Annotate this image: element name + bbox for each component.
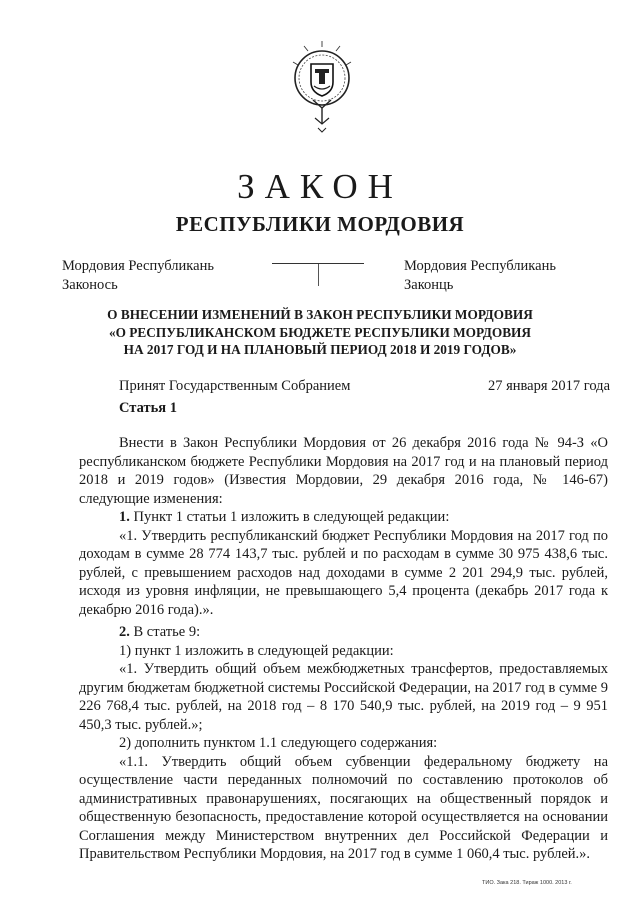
item-2-sub-2: 2) дополнить пунктом 1.1 следующего содержания: [119, 735, 438, 751]
item-2: 2. В статье 9: [119, 624, 201, 640]
law-subtitle: РЕСПУБЛИКИ МОРДОВИЯ [175, 212, 465, 236]
law-heading: О ВНЕСЕНИИ ИЗМЕНЕНИЙ В ЗАКОН РЕСПУБЛИКИ МОРДОВИЯ «О РЕСПУБЛИКАНСКОМ БЮДЖЕТЕ РЕСПУБЛИКИ МОРДОВИЯ НА 2017 ГОД И НА ПЛАНОВЫЙ ПЕРИОД 2018 И 2019 ГОДОВ» [107, 307, 533, 357]
item-2-quote-1: «1. Утвердить общий объем межбюджетных трансфертов, предоставляемых другим бюджетам бюджетной системы Российской Федерации, на 2017 год в сумме 9 226 768,4 тыс. рублей, на 2018 год – 8 170 540,9 тыс. рублей, на 2019 год – 9 951 450,3 тыс. рублей.»; [79, 661, 608, 733]
item-2-sub-1: 1) пункт 1 изложить в следующей редакции: [119, 642, 394, 659]
intro-paragraph: Внести в Закон Республики Мордовия от 26 декабря 2016 года № 94-З «О республиканском бюджете Республики Мордовия на 2017 год и на плановый период 2018 и 2019 годов» (Известия Мордовии, 29 декабря 2016 года, № 146-67) следующие изменения: [79, 435, 608, 507]
adoption-date: 27 января 2017 года [487, 378, 610, 394]
item-1: 1. Пункт 1 статьи 1 изложить в следующей редакции: [119, 509, 450, 525]
moksha-title-left: Мордовия Республикань Законось [62, 258, 214, 293]
law-title: ЗАКОН [237, 167, 403, 206]
article-heading: Статья 1 [119, 400, 177, 416]
divider-tick [318, 264, 319, 286]
item-1-quote: «1. Утвердить республиканский бюджет Республики Мордовия на 2017 год по доходам в сумме 28 774 143,7 тыс. рублей и по расходам в сумме 30 975 438,6 тыс. рублей, с превышением расходов над доходами в сумме 2 201 294,9 тыс. рублей, исходя из уровня инфляции, не превышающего 5,4 процента (декабрь 2017 года к декабрю 2016 года).». [79, 527, 608, 618]
print-footer: ТИО. Зака 218. Тираж 1000. 2013 г. [482, 880, 572, 886]
moksha-title-right: Мордовия Республикань Законць [404, 258, 556, 293]
mordovia-coat-of-arms-icon [291, 38, 353, 134]
item-2-quote-2: «1.1. Утвердить общий объем субвенции федеральному бюджету на осуществление части переданных полномочий по составлению протоколов об административных правонарушениях, посягающих на общественный порядок и общественную безопасность, предоставление которой осуществляется на основании Соглашения между Министерством внутренних дел Российской Федерации и Правительством Республики Мордовия, на 2017 год в сумме 1 060,4 тыс. рублей.». [79, 753, 608, 862]
article-body [79, 434, 608, 864]
adopted-by: Принят Государственным Собранием [119, 378, 351, 394]
